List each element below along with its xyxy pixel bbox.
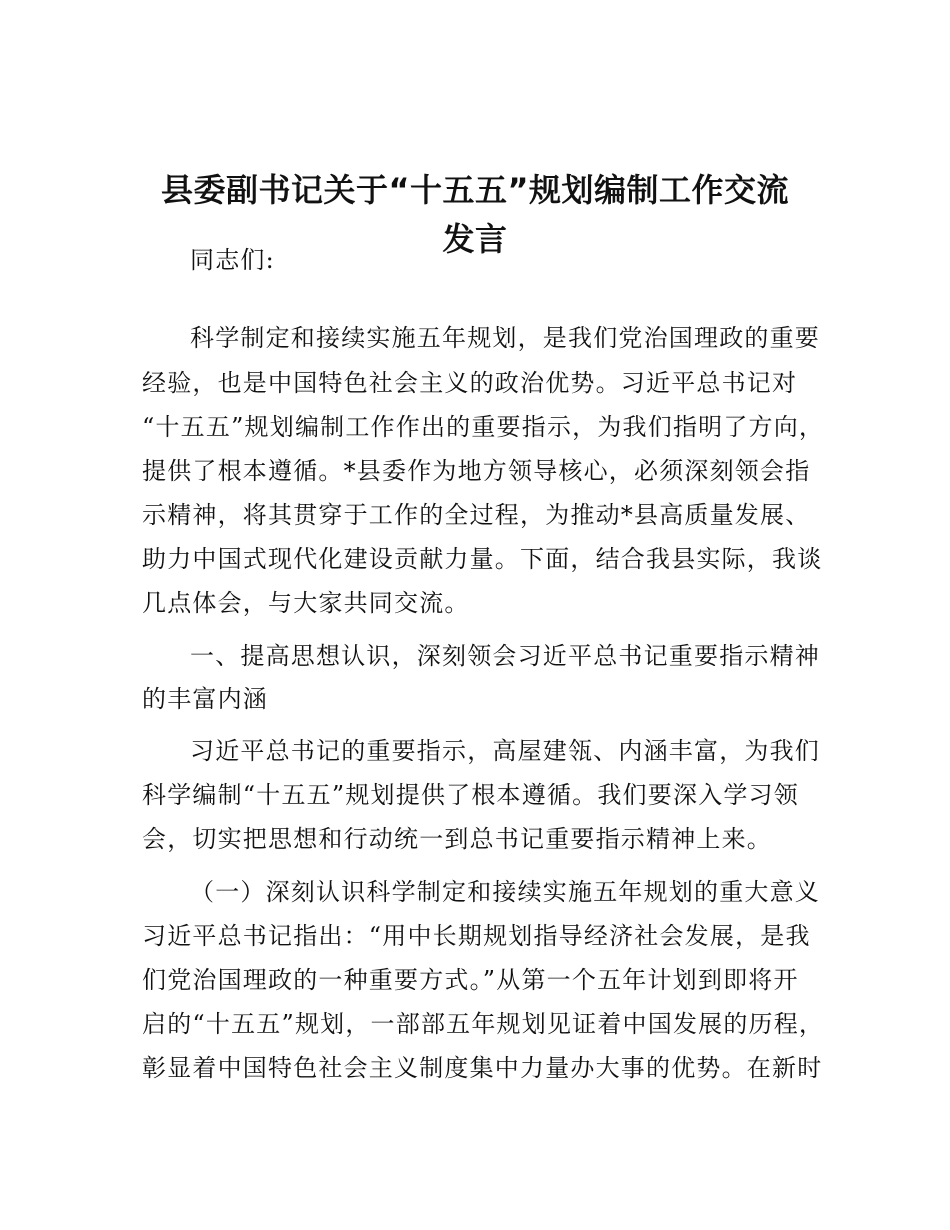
section-heading-line: 的丰富内涵 (142, 685, 268, 713)
paragraph-line: 科学编制“十五五”规划提供了根本遵循。我们要深入学习领 (142, 781, 799, 809)
document-title-line-1: 县委副书记关于“十五五”规划编制工作交流 (160, 171, 790, 209)
paragraph-line: 提供了根本遵循。*县委作为地方领导核心，必须深刻领会指 (142, 457, 811, 485)
greeting: 同志们: (190, 246, 275, 274)
paragraph-line: 习近平总书记的重要指示，高屋建瓴、内涵丰富，为我们 (190, 737, 820, 765)
paragraph-line: 科学制定和接续实施五年规划，是我们党治国理政的重要 (190, 324, 820, 352)
paragraph-line: 助力中国式现代化建设贡献力量。下面，结合我县实际，我谈 (142, 545, 823, 573)
paragraph-line: 示精神，将其贯穿于工作的全过程，为推动*县高质量发展、 (142, 501, 811, 529)
paragraph-line: 们党治国理政的一种重要方式。”从第一个五年计划到即将开 (142, 966, 799, 994)
paragraph-line: 启的“十五五”规划，一部部五年规划见证着中国发展的历程， (142, 1010, 825, 1038)
paragraph-line: 会，切实把思想和行动统一到总书记重要指示精神上来。 (142, 825, 772, 853)
paragraph-line: 习近平总书记指出：“用中长期规划指导经济社会发展，是我 (142, 922, 811, 950)
paragraph-line: 经验，也是中国特色社会主义的政治优势。习近平总书记对 (142, 369, 798, 397)
paragraph-line: “十五五”规划编制工作作出的重要指示，为我们指明了方向， (142, 413, 825, 441)
paragraph-line: 彰显着中国特色社会主义制度集中力量办大事的优势。在新时 (142, 1054, 823, 1082)
paragraph-line: 几点体会，与大家共同交流。 (142, 589, 470, 617)
section-heading-line: 一、提高思想认识，深刻领会习近平总书记重要指示精神 (190, 642, 820, 670)
document-title-line-2: 发言 (442, 220, 508, 258)
subsection-heading: （一）深刻认识科学制定和接续实施五年规划的重大意义 (190, 878, 820, 906)
